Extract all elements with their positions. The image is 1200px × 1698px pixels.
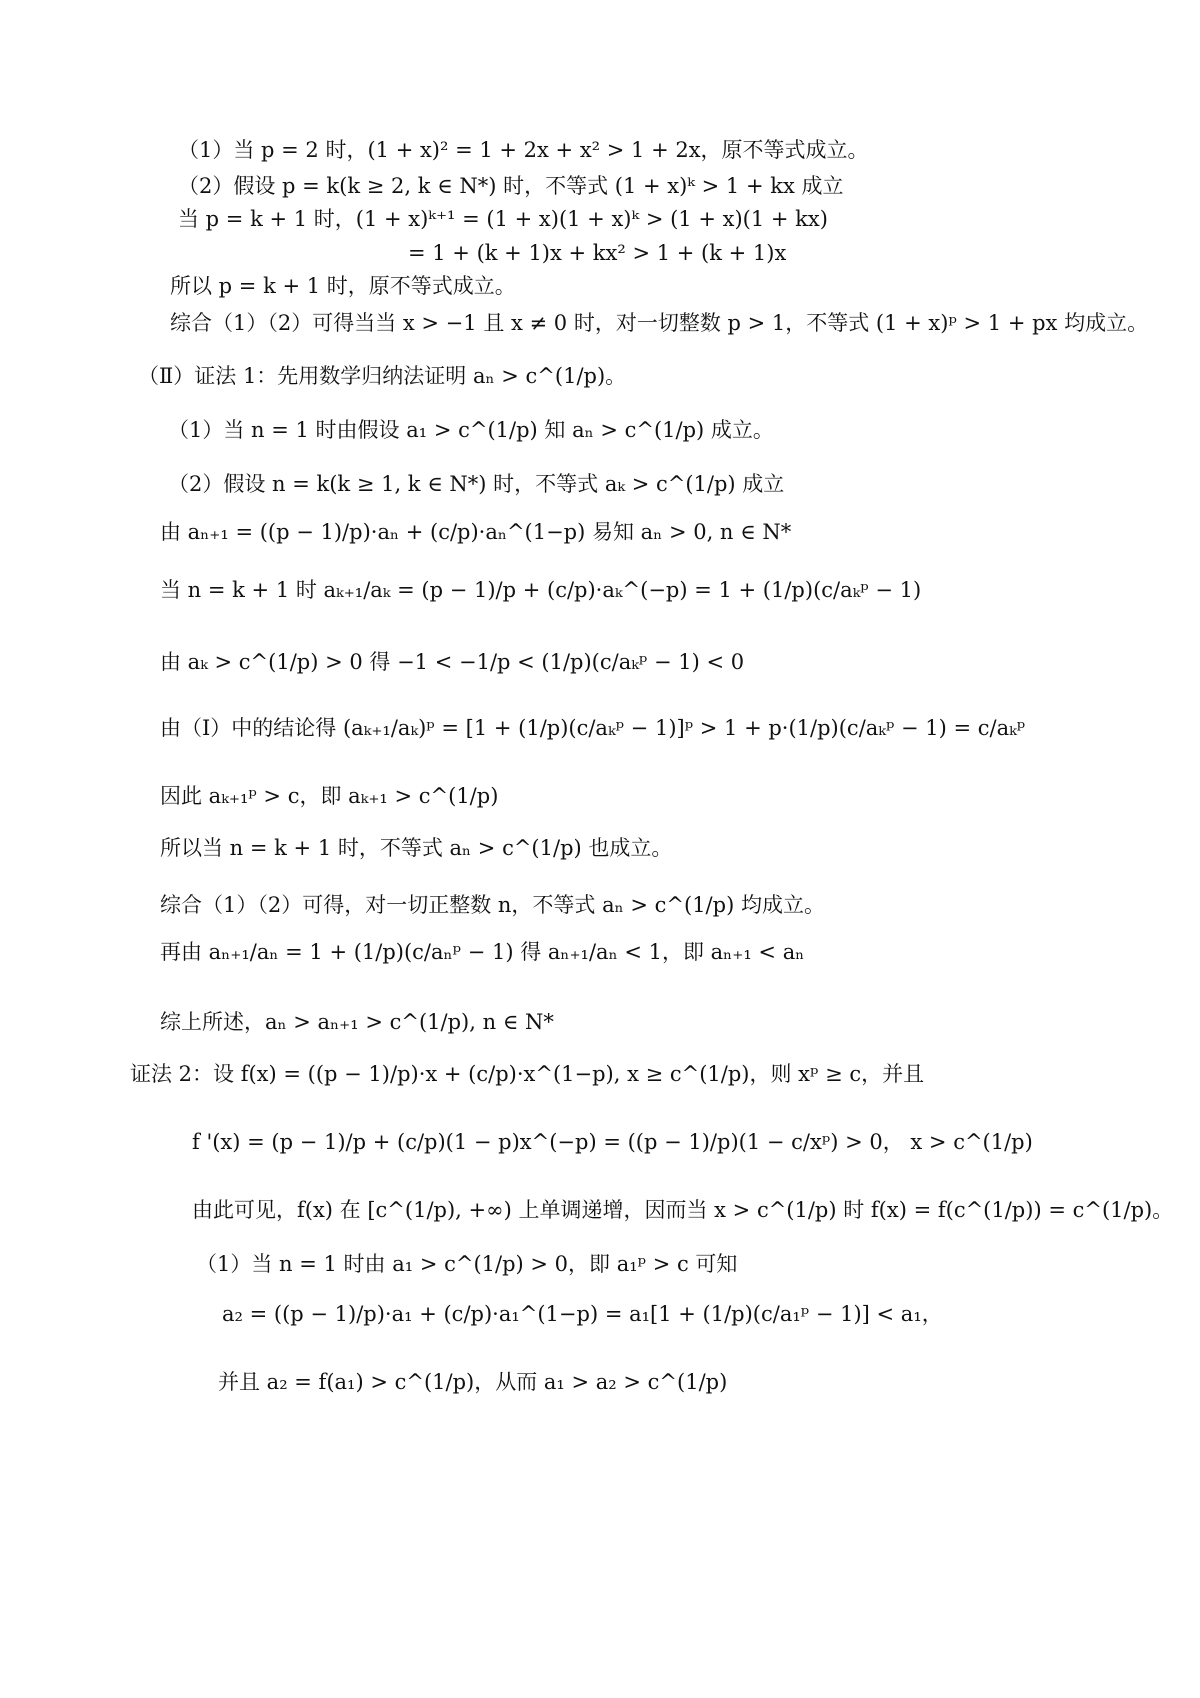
proof2-and: 并且 a₂ = f(a₁) > c^(1/p)，从而 a₁ > a₂ > c^(1/p) <box>218 1370 728 1394</box>
proof1-final: 综上所述，aₙ > aₙ₊₁ > c^(1/p), n ∈ N* <box>160 1010 554 1034</box>
part1-summary: 综合（1）（2）可得当当 x > −1 且 x ≠ 0 时，对一切整数 p > 1，不等式 (1 + x)ᵖ > 1 + px 均成立。 <box>170 311 1149 335</box>
proof1-monotone: 再由 aₙ₊₁/aₙ = 1 + (1/p)(c/aₙᵖ − 1) 得 aₙ₊₁/aₙ < 1，即 aₙ₊₁ < aₙ <box>160 940 805 964</box>
part1-step-b: = 1 + (k + 1)x + kx² > 1 + (k + 1)x <box>408 241 787 265</box>
part1-step-a: 当 p = k + 1 时，(1 + x)ᵏ⁺¹ = (1 + x)(1 + x)ᵏ > (1 + x)(1 + kx) <box>178 207 828 231</box>
part1-case2: （2）假设 p = k(k ≥ 2, k ∈ N*) 时，不等式 (1 + x)ᵏ > 1 + kx 成立 <box>178 174 844 198</box>
proof1-ratio: 当 n = k + 1 时 aₖ₊₁/aₖ = (p − 1)/p + (c/p)·aₖ^(−p) = 1 + (1/p)(c/aₖᵖ − 1) <box>160 578 922 602</box>
proof1-holds: 所以当 n = k + 1 时，不等式 aₙ > c^(1/p) 也成立。 <box>160 836 673 860</box>
proof1-intro: （Ⅱ）证法 1：先用数学归纳法证明 aₙ > c^(1/p)。 <box>138 364 627 388</box>
proof2-case1: （1）当 n = 1 时由 a₁ > c^(1/p) > 0，即 a₁ᵖ > c 可知 <box>196 1252 738 1276</box>
proof2-a2: a₂ = ((p − 1)/p)·a₁ + (c/p)·a₁^(1−p) = a₁[1 + (1/p)(c/a₁ᵖ − 1)] < a₁， <box>222 1302 943 1326</box>
proof2-increasing: 由此可见，f(x) 在 [c^(1/p), +∞) 上单调递增，因而当 x > c^(1/p) 时 f(x) = f(c^(1/p)) = c^(1/p)。 <box>192 1198 1174 1222</box>
proof1-apply-I: 由（Ⅰ）中的结论得 (aₖ₊₁/aₖ)ᵖ = [1 + (1/p)(c/aₖᵖ − 1)]ᵖ > 1 + p·(1/p)(c/aₖᵖ − 1) = c/aₖᵖ <box>160 716 1026 740</box>
proof1-recurrence: 由 aₙ₊₁ = ((p − 1)/p)·aₙ + (c/p)·aₙ^(1−p) 易知 aₙ > 0, n ∈ N* <box>160 520 792 544</box>
part1-case1: （1）当 p = 2 时，(1 + x)² = 1 + 2x + x² > 1 + 2x，原不等式成立。 <box>178 138 869 162</box>
proof1-case1: （1）当 n = 1 时由假设 a₁ > c^(1/p) 知 aₙ > c^(1/p) 成立。 <box>168 418 774 442</box>
proof1-bound: 由 aₖ > c^(1/p) > 0 得 −1 < −1/p < (1/p)(c/aₖᵖ − 1) < 0 <box>160 650 745 674</box>
proof2-define: 证法 2：设 f(x) = ((p − 1)/p)·x + (c/p)·x^(1−p), x ≥ c^(1/p)，则 xᵖ ≥ c，并且 <box>130 1062 925 1086</box>
proof1-case2: （2）假设 n = k(k ≥ 1, k ∈ N*) 时，不等式 aₖ > c^(1/p) 成立 <box>168 472 785 496</box>
proof1-summary: 综合（1）（2）可得，对一切正整数 n，不等式 aₙ > c^(1/p) 均成立。 <box>160 893 825 917</box>
part1-conclusion: 所以 p = k + 1 时，原不等式成立。 <box>170 274 516 298</box>
proof2-derivative: f '(x) = (p − 1)/p + (c/p)(1 − p)x^(−p) = ((p − 1)/p)(1 − c/xᵖ) > 0， x > c^(1/p) <box>192 1130 1033 1154</box>
proof1-therefore: 因此 aₖ₊₁ᵖ > c，即 aₖ₊₁ > c^(1/p) <box>160 784 499 808</box>
